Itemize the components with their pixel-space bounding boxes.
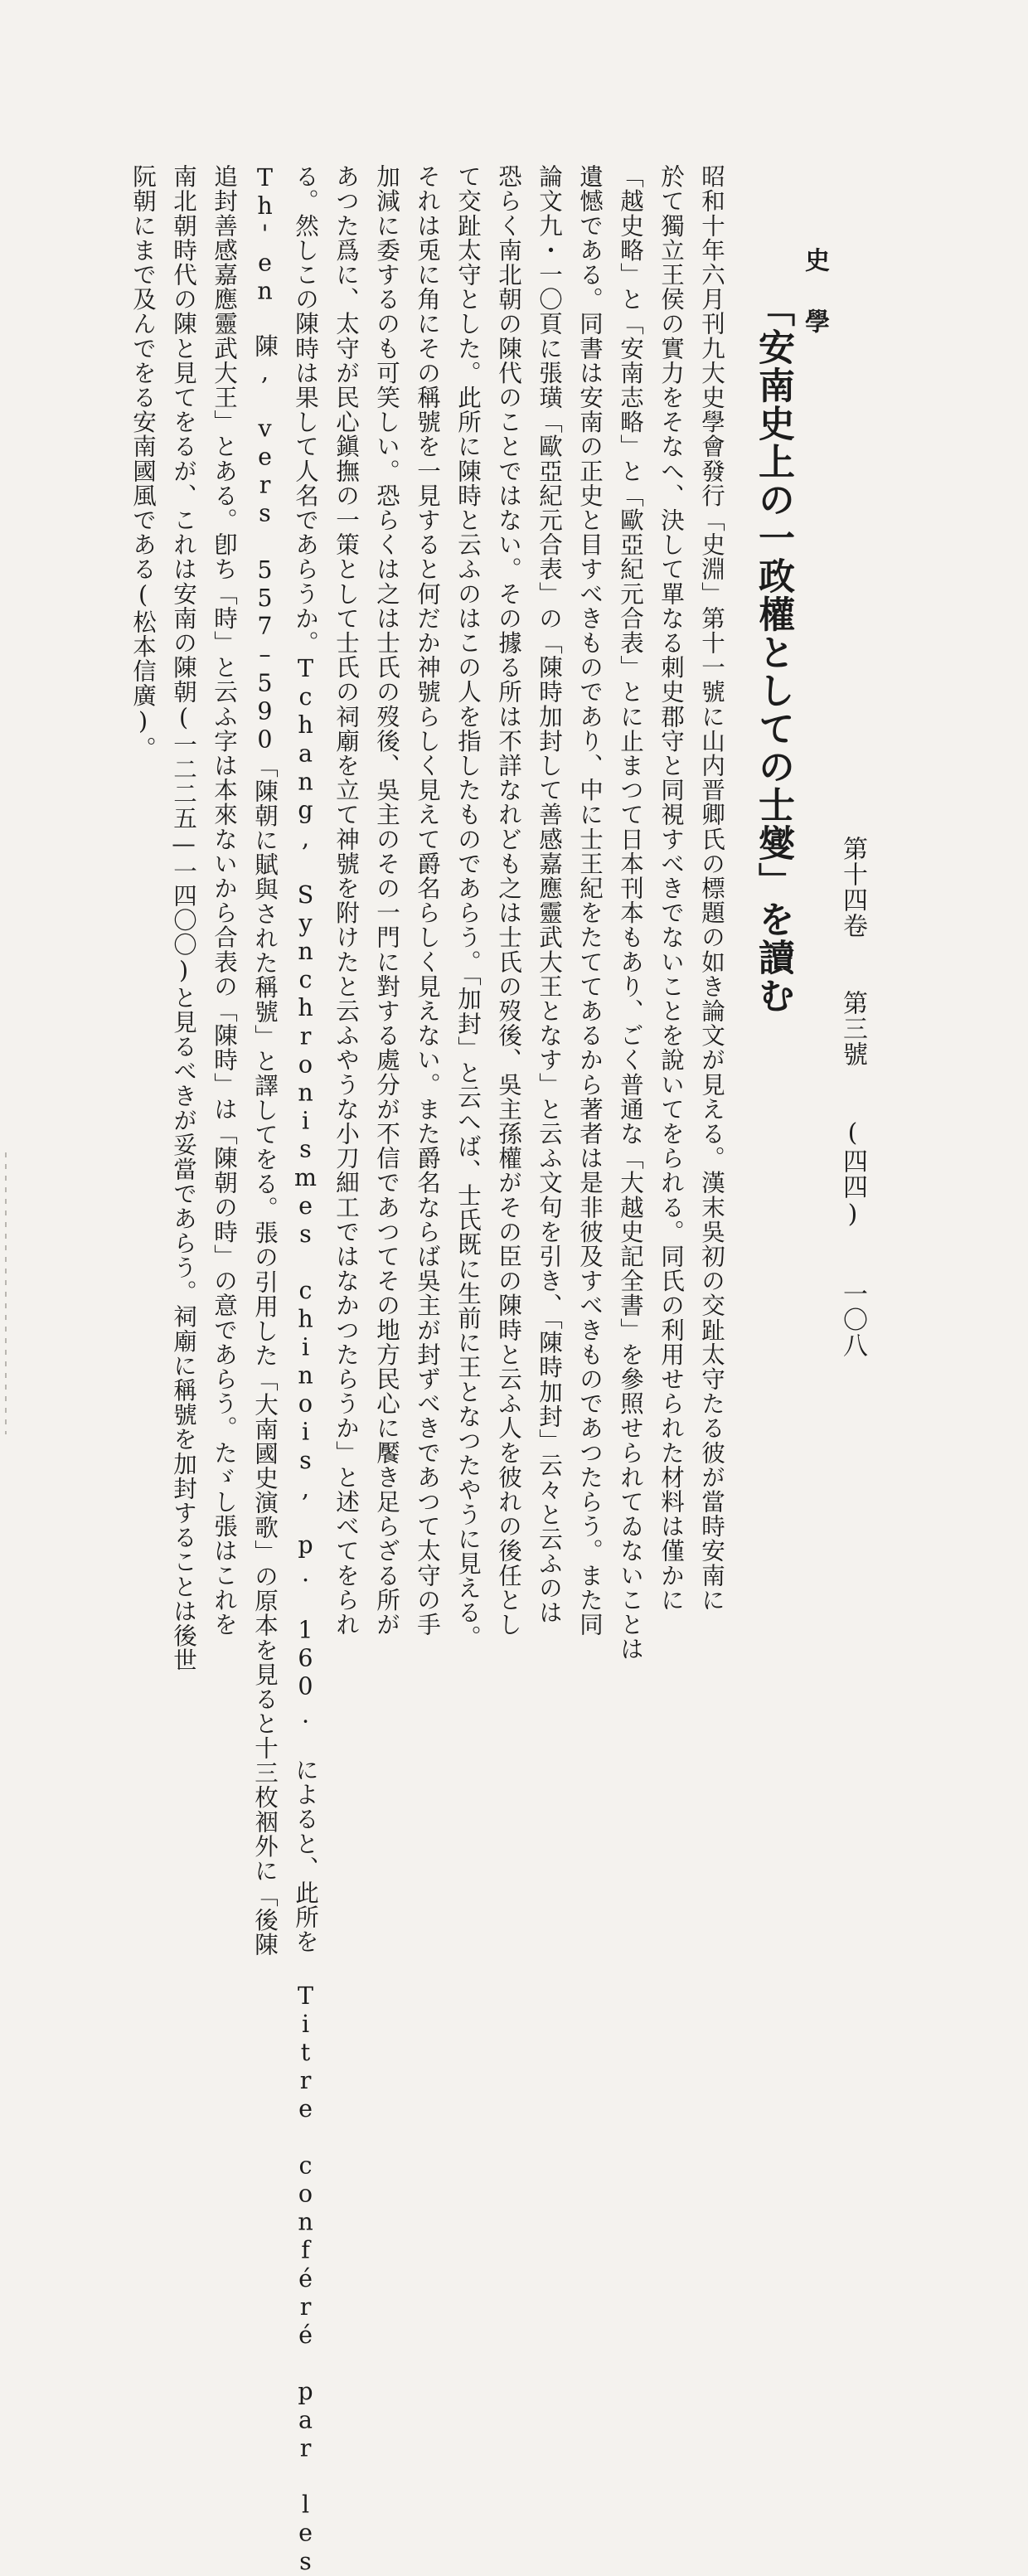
body-column-14: 南北朝時代の陳と見てをるが、これは安南の陳朝(一二二五—一四〇〇)と見るべきが妥當であらう。祠廟に稱號を加封することは後世	[170, 164, 197, 1673]
body-column-10: あつた爲に、太守が民心鎭撫の一策として士氏の祠廟を立て神號を附けたと云ふやうな小刀細工ではなかつたらうか」と述べてをられ	[332, 164, 360, 1637]
volume-label: 第十四卷	[838, 836, 867, 939]
body-column-9: 加減に委するのも可笑しい。恐らくは之は士氏の歿後、吳主のその一門に對する處分が不信であつてその地方民心に饜き足らざる所が	[373, 164, 400, 1637]
article-title: 「安南史上の一政權としての士燮」を讀む	[752, 290, 794, 1015]
page-edge-mark	[5, 1152, 7, 1434]
body-column-15: 阮朝にまで及んでをる安南國風である(松本信廣)。	[129, 164, 157, 761]
body-column-7: て交趾太守とした。此所に陳時と云ふのはこの人を指したものであらう。「加封」と云へば、士氏既に生前に王となつたやうに見える。	[454, 164, 482, 1650]
body-column-4: 遺憾である。同書は安南の正史と目すべきものであり、中に士王紀をたててあるから著者は是非彼及すべきものであつたらう。また同	[576, 164, 604, 1637]
journal-name: 史學	[800, 247, 829, 370]
body-column-13: 追封善感嘉應靈武大王」とある。卽ち「時」と云ふ字は本來ないから合表の「陳時」は「陳朝の時」の意であらう。たゞし張はこれを	[211, 164, 238, 1637]
body-column-3: 「越史略」と「安南志略」と「歐亞紀元合表」とに止まつて日本刊本もあり、ごく普通な「大越史記全書」を參照せられてゐないことは	[617, 164, 644, 1662]
body-column-1: 昭和十年六月刊九大史學會發行「史淵」第十一號に山内晋卿氏の標題の如き論文が見える。漢末吳初の交趾太守たる彼が當時安南に	[698, 164, 725, 1613]
body-column-2: 於て獨立王侯の實力をそなへ、決して單なる刺史郡守と同視すべきでないことを說いてをられる。同氏の利用せられた材料は僅かに	[657, 164, 685, 1613]
body-column-12: Th'en 陳, vers 557–590「陳朝に賦與された稱號」と譯してをる。張の引用した「大南國史演歌」の原本を見ると十三枚裀外に「後陳	[251, 164, 279, 1957]
page-number: 一〇八	[838, 1281, 867, 1358]
article-body	[62, 164, 725, 2576]
serial-page-label: (四四)	[838, 1118, 867, 1230]
issue-header	[834, 836, 870, 1358]
body-column-6: 恐らく南北朝の陳代のことではない。その據る所は不詳なれども之は士氏の歿後、吳主孫權がその臣の陳時と云ふ人を彼れの後任とし	[495, 164, 522, 1637]
body-column-5: 論文九・一〇頁に張璜「歐亞紀元合表」の「陳時加封して善感嘉應靈武大王となす」と云ふ文句を引き、「陳時加封」云々と云ふのは	[536, 164, 563, 1625]
issue-label: 第三號	[838, 990, 867, 1067]
body-column-8: それは兎に角にその稱號を一見すると何だか神號らしく見えて爵名らしく見えない。また爵名ならば吳主が封ずべきであつて太守の手	[414, 164, 441, 1637]
body-column-11: る。然しこの陳時は果して人名であらうか。Tchang, Synchronismes chinois, p. 160. によると、此所を Titre conféré par les	[292, 164, 319, 2576]
